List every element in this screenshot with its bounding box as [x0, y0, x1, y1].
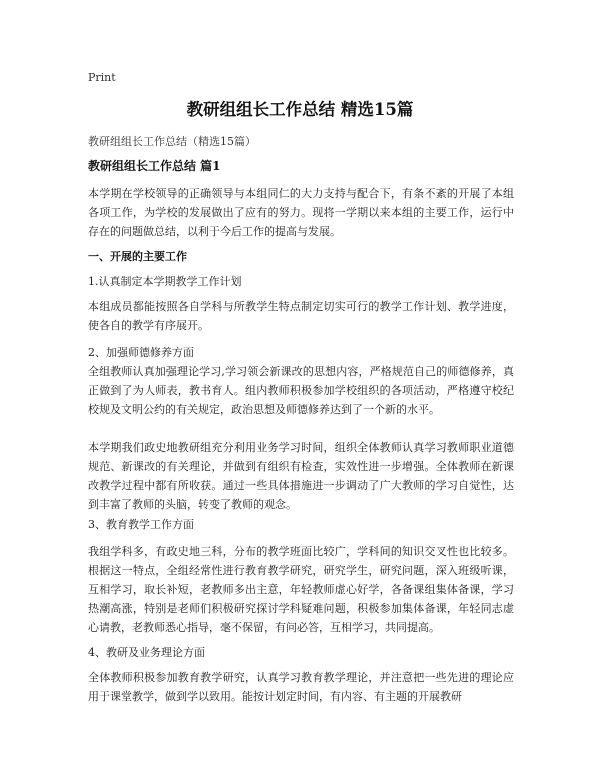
section-heading: 教研组组长工作总结 篇1 [88, 159, 221, 173]
item3-heading: 3、教育教学工作方面 [88, 518, 194, 531]
item1-paragraph: 本组成员都能按照各自学科与所教学生特点制定切实可行的教学工作计划、教学进度，使各自的教学有序展开。 [88, 300, 514, 332]
item3-paragraph: 我组学科多，有政史地三科，分布的教学班面比较广，学科间的知识交叉性也比较多。根据这一特点，全组经常性进行教育教学研究，研究学生，研究问题，深入班级听课，互相学习，取长补短，老教师多出主意，年轻教师虚心好学，各备课组集体备课，学习热潮高涨，特别是老师们积极研究探讨学科疑难问题，积极参加集体备课，年轻同志虚心请教，老教师悉心指导，毫不保留，有问必答，互相学习，共同提高。 [88, 545, 514, 634]
print-link[interactable]: Print [88, 71, 116, 84]
item2-heading: 2、加强师德修养方面 [88, 346, 194, 359]
part-heading: 一、开展的主要工作 [88, 250, 187, 263]
item4-paragraph: 全体教师积极参加教育教学研究，认真学习教育教学理论，并注意把一些先进的理论应用于课堂教学，做到学以致用。能按计划定时间，有内容、有主题的开展教研 [88, 671, 514, 703]
document-title: 教研组组长工作总结 精选15篇 [186, 100, 414, 119]
item2-paragraph-1: 全组教师认真加强理论学习,学习领会新课改的思想内容，严格规范自己的师德修养，真正做到了为人师表，教书育人。组内教师积极参加学校组织的各项活动，严格遵守校纪校规及文明公约的有关规定，政治思想及师德修养达到了一个新的水平。 [88, 365, 514, 416]
item4-heading: 4、教研及业务理论方面 [88, 646, 205, 659]
document-subtitle: 教研组组长工作总结（精选15篇） [88, 135, 256, 148]
intro-paragraph: 本学期在学校领导的正确领导与本组同仁的大力支持与配合下，有条不紊的开展了本组各项工作，为学校的发展做出了应有的努力。现将一学期以来本组的主要工作，运行中存在的问题做总结，以利于今后工作的提高与发展。 [88, 187, 514, 238]
item1-heading: 1.认真制定本学期教学工作计划 [88, 275, 242, 288]
item2-paragraph-2: 本学期我们政史地教研组充分利用业务学习时间，组织全体教师认真学习教师职业道德规范、新课改的有关理论，并做到有组织有检查，实效性进一步增强。全体教师在新课改教学过程中都有所收获。通过一些具体措施进一步调动了广大教师的学习自觉性，达到丰富了教师的头脑，转变了教师的观念。 [88, 441, 514, 511]
